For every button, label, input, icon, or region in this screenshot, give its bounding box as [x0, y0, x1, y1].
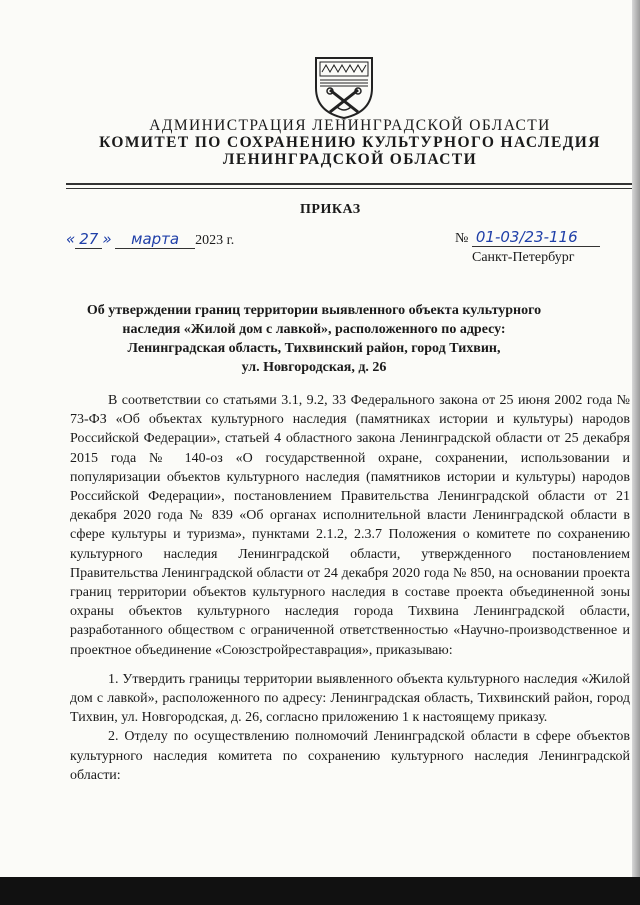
date-year: 2023 г. — [195, 233, 235, 248]
document-date — [66, 230, 234, 249]
administration-title: АДМИНИСТРАЦИЯ ЛЕНИНГРАДСКОЙ ОБЛАСТИ — [149, 117, 551, 134]
header-rule-thick — [66, 183, 636, 185]
scan-edge-shadow — [632, 0, 640, 905]
order-item-2: 2. Отделу по осуществлению полномочий Ленинградской области в сфере объектов культурного наследия комитета по сохранению культурного наследия Ленинградской области: — [70, 729, 630, 783]
document-city: Санкт-Петербург — [472, 250, 575, 265]
number-value: 01-03/23-116 — [472, 228, 600, 247]
document-body — [70, 391, 630, 785]
subject-line-3: Ленинградская область, Тихвинский район, город Тихвин, — [127, 341, 501, 356]
date-month: марта — [115, 230, 195, 249]
preamble-paragraph: В соответствии со статьями 3.1, 9.2, 33 Федерального закона от 25 июня 2002 года № 73-ФЗ «Об объектах культурного наследия (памятниках истории и культуры) народов Российской Федерации», статьей 4 областного закона Ленинградской области от 25 декабря 2015 года № 140-оз «О государственной охране, сохранении, использовании и популяризации объектов культурного наследия (памятников истории и культуры) народов Российской Федерации», постановлением Правительства Ленинградской области от 21 декабря 2020 года № 839 «Об органах исполнительной власти Ленинградской области в сфере культуры и туризма», пунктами 2.1.2, 2.3.7 Положения о комитете по сохранению культурного наследия Ленинградской области, утвержденного постановлением Правительства Ленинградской области от 24 декабря 2020 года № 850, на основании проекта границ территории объектов культурного наследия в составе проекта объединенной зоны охраны объектов культурного наследия города Тихвина Ленинградской области, разработанного обществом с ограниченной ответственностью «Научно-производственное и проектное объединение «Союзстройреставрация», приказываю: — [70, 393, 630, 658]
coat-of-arms-emblem — [312, 54, 376, 120]
committee-title: КОМИТЕТ ПО СОХРАНЕНИЮ КУЛЬТУРНОГО НАСЛЕДИЯ — [99, 134, 601, 151]
document-type: ПРИКАЗ — [300, 202, 361, 217]
date-close-quote: » — [102, 230, 112, 248]
header-rule-thin — [66, 188, 636, 189]
scan-bottom-border — [0, 877, 640, 905]
subject-line-4: ул. Новгородская, д. 26 — [241, 360, 387, 375]
subject-line-1: Об утверждении границ территории выявленного объекта культурного — [86, 303, 542, 318]
order-item-1: 1. Утвердить границы территории выявленного объекта культурного наследия «Жилой дом с лавкой», расположенного по адресу: Ленинградская область, Тихвинский район, город Тихвин, ул. Новгородская, д. 26, согласно приложению 1 к настоящему приказу. — [70, 671, 630, 726]
subject-line-2: наследия «Жилой дом с лавкой», расположенного по адресу: — [122, 322, 506, 337]
number-sign: № — [455, 231, 469, 246]
document-subject — [86, 301, 542, 377]
date-day: 27 — [75, 230, 102, 249]
document-number — [455, 228, 600, 247]
region-title: ЛЕНИНГРАДСКОЙ ОБЛАСТИ — [222, 151, 478, 168]
date-open-quote: « — [66, 230, 76, 248]
